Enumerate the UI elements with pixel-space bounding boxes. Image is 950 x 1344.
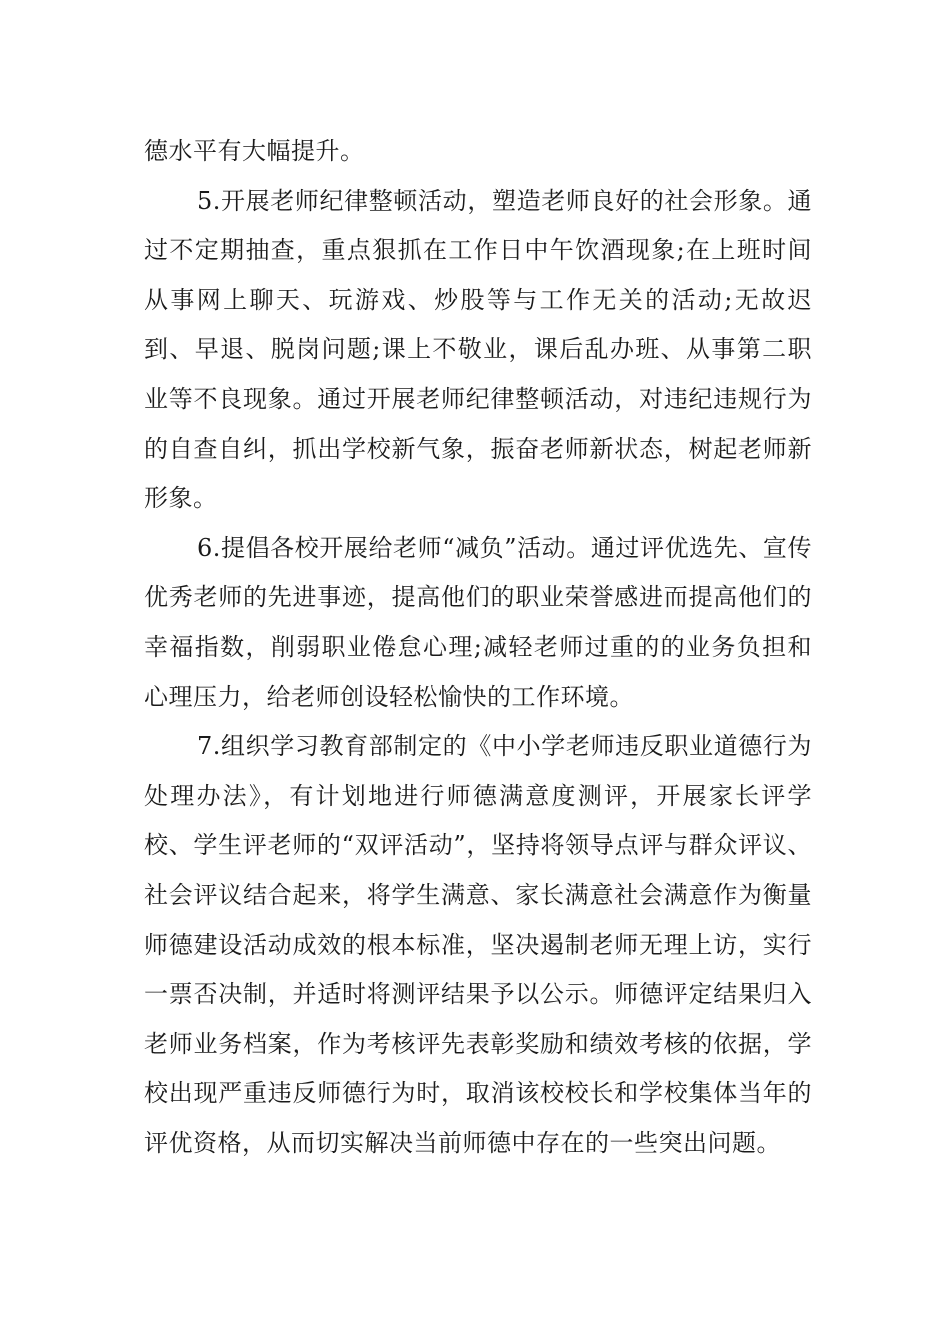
- paragraph-item-7: 7.组织学习教育部制定的《中小学老师违反职业道德行为处理办法》，有计划地进行师德满意度测评，开展家长评学校、学生评老师的“双评活动”，坚持将领导点评与群众评议、社会评议结合起来，将学生满意、家长满意社会满意作为衡量师德建设活动成效的根本标准，坚决遏制老师无理上访，实行一票否决制，并适时将测评结果予以公示。师德评定结果归入老师业务档案，作为考核评先表彰奖励和绩效考核的依据，学校出现严重违反师德行为时，取消该校校长和学校集体当年的评优资格，从而切实解决当前师德中存在的一些突出问题。: [144, 732, 812, 1157]
- document-body: [144, 127, 812, 1168]
- paragraph-item-6: 6.提倡各校开展给老师“减负”活动。通过评优选先、宣传优秀老师的先进事迹，提高他们的职业荣誉感进而提高他们的幸福指数，削弱职业倦怠心理;减轻老师过重的的业务负担和心理压力，给老师创设轻松愉快的工作环境。: [144, 533, 812, 711]
- paragraph-continuation: 德水平有大幅提升。: [144, 137, 365, 165]
- paragraph-item-5: 5.开展老师纪律整顿活动，塑造老师良好的社会形象。通过不定期抽查，重点狠抓在工作日中午饮酒现象;在上班时间从事网上聊天、玩游戏、炒股等与工作无关的活动;无故迟到、早退、脱岗问题;课上不敬业，课后乱办班、从事第二职业等不良现象。通过开展老师纪律整顿活动，对违纪违规行为的自查自纠，抓出学校新气象，振奋老师新状态，树起老师新形象。: [144, 186, 812, 513]
